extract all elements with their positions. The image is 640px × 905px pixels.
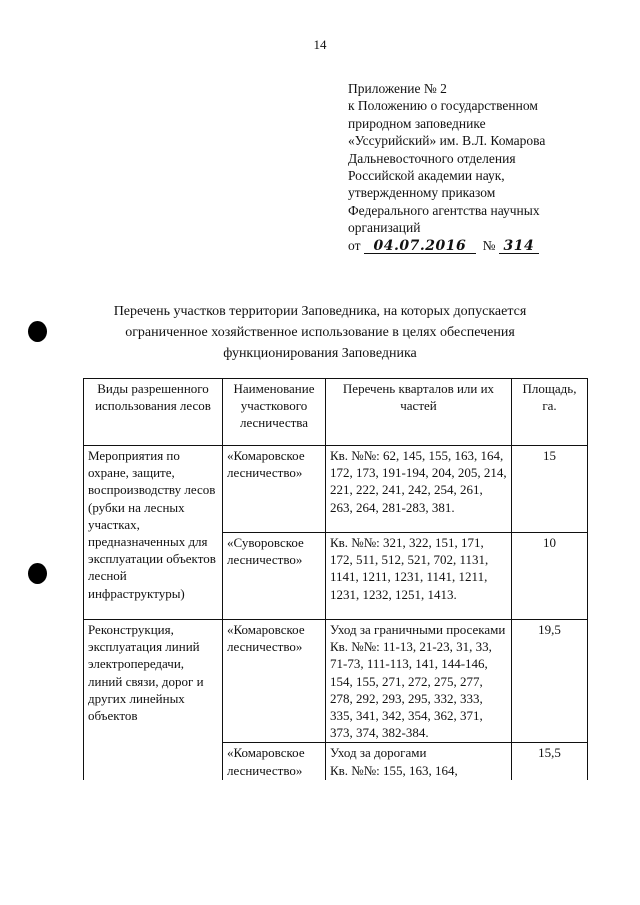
quarters-title: Уход за дорогами xyxy=(330,745,427,761)
table-row xyxy=(84,620,588,743)
cell-forestry: «Суворовское лесничество» xyxy=(223,533,326,620)
page-number: 14 xyxy=(313,37,327,52)
header-forestry: Наименование участкового лесничества xyxy=(223,379,326,446)
appendix-line: утвержденному приказом xyxy=(348,185,496,201)
land-use-table xyxy=(83,378,588,780)
order-number: 314 xyxy=(499,239,539,254)
cell-quarters: Кв. №№: 321, 322, 151, 171, 172, 511, 512, 521, 702, 1131, 1141, 1211, 1231, 1141, 1211, 1231, 1232, 1251, 1413. xyxy=(326,533,512,620)
appendix-block xyxy=(348,80,588,254)
cell-quarters xyxy=(326,620,512,743)
cell-area: 15 xyxy=(512,446,588,533)
title-line: функционирования Заповедника xyxy=(223,346,417,361)
header-quarters: Перечень кварталов или их частей xyxy=(326,379,512,446)
punch-hole xyxy=(28,563,47,584)
cell-quarters: Кв. №№: 62, 145, 155, 163, 164, 172, 173, 191-194, 204, 205, 214, 221, 222, 241, 242, 254, 261, 263, 264, 281-283, 381. xyxy=(326,446,512,533)
punch-hole xyxy=(28,321,47,342)
date-prefix: от xyxy=(348,237,361,253)
number-prefix: № xyxy=(482,237,496,253)
title-line: ограниченное хозяйственное использование в целях обеспечения xyxy=(125,325,515,340)
quarters-list: Кв. №№: 155, 163, 164, xyxy=(330,762,458,778)
cell-use-type: Реконструкция, эксплуатация линий электропередачи, линий связи, дорог и других линейных объектов xyxy=(84,620,223,780)
document-title xyxy=(60,301,580,364)
appendix-line: Российской академии наук, xyxy=(348,168,505,184)
header-area: Площадь, га. xyxy=(512,379,588,446)
appendix-line: Федерального агентства научных xyxy=(348,202,540,218)
table-row xyxy=(84,446,588,533)
appendix-line: «Уссурийский» им. В.Л. Комарова xyxy=(348,133,546,149)
appendix-line: организаций xyxy=(348,220,421,236)
quarters-title: Уход за граничными просеками xyxy=(330,622,506,637)
order-date: 04.07.2016 xyxy=(364,239,476,254)
appendix-line: к Положению о государственном xyxy=(348,98,538,114)
header-use-type: Виды разрешенного использования лесов xyxy=(84,379,223,446)
title-line: Перечень участков территории Заповедника, на которых допускается xyxy=(113,304,527,319)
appendix-line: Приложение № 2 xyxy=(348,81,447,96)
table-header-row xyxy=(84,379,588,446)
cell-area: 15,5 xyxy=(512,743,588,780)
order-date-line xyxy=(348,237,588,254)
quarters-list: Кв. №№: 11-13, 21-23, 31, 33, 71-73, 111-113, 141, 144-146, 154, 155, 271, 272, 275, 277, 278, 292, 293, 295, 332, 333, 335, 341, 342, 354, 362, 371, 373, 374, 382-384. xyxy=(330,639,492,741)
cell-forestry: «Комаровское лесничество» xyxy=(223,743,326,780)
cell-forestry: «Комаровское лесничество» xyxy=(223,446,326,533)
cell-forestry: «Комаровское лесничество» xyxy=(223,620,326,743)
appendix-line: Дальневосточного отделения xyxy=(348,150,516,166)
cell-use-type: Мероприятия по охране, защите, воспроизводству лесов (рубки на лесных участках, предназначенных для эксплуатации объектов лесной инфраструктуры) xyxy=(84,446,223,620)
cell-area: 19,5 xyxy=(512,620,588,743)
cell-quarters xyxy=(326,743,512,780)
cell-area: 10 xyxy=(512,533,588,620)
appendix-line: природном заповеднике xyxy=(348,115,486,131)
